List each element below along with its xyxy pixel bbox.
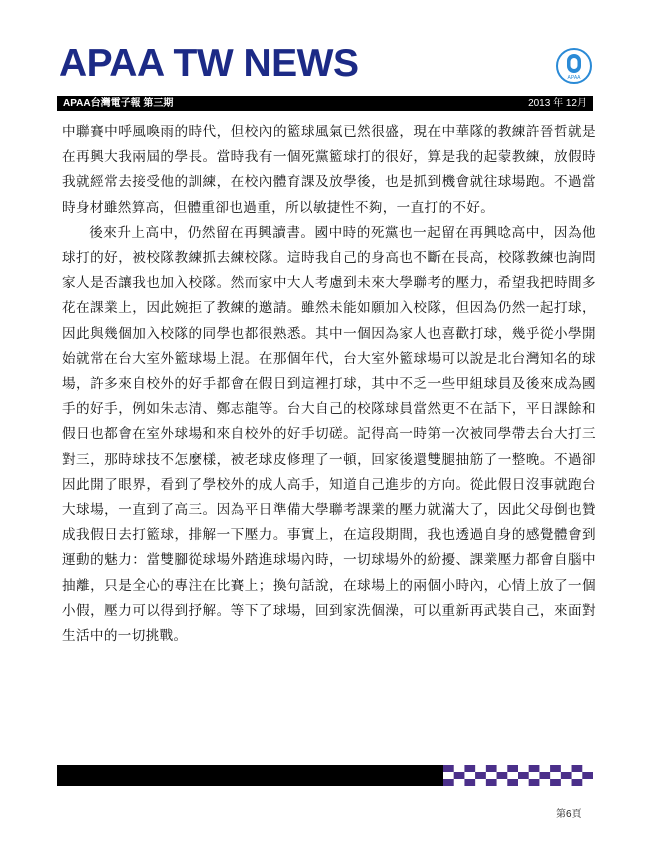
issue-header-bar <box>57 96 593 111</box>
checker-square <box>582 772 593 779</box>
checker-square <box>497 765 508 772</box>
checker-square <box>561 772 572 779</box>
article-body <box>62 120 596 649</box>
checker-square <box>475 779 486 786</box>
checker-square <box>572 765 583 772</box>
checker-square <box>475 772 486 779</box>
checker-square <box>582 779 593 786</box>
checker-square <box>518 779 529 786</box>
checker-pattern <box>443 765 593 786</box>
checker-square <box>539 772 550 779</box>
checker-square <box>572 779 583 786</box>
checker-square <box>443 765 454 772</box>
checker-square <box>572 772 583 779</box>
checker-square <box>582 765 593 772</box>
checker-square <box>497 779 508 786</box>
masthead-title: APAA TW NEWS <box>59 42 359 85</box>
checker-square <box>518 765 529 772</box>
page-number: 第6頁 <box>556 809 582 820</box>
checker-square <box>464 772 475 779</box>
checker-square <box>529 765 540 772</box>
checker-square <box>550 779 561 786</box>
apaa-logo-icon <box>556 48 592 84</box>
logo-text: APAA <box>567 75 581 81</box>
footer-bar <box>57 765 593 786</box>
checker-square <box>464 779 475 786</box>
checker-square <box>454 765 465 772</box>
checker-square <box>539 765 550 772</box>
checker-square <box>529 772 540 779</box>
checker-square <box>550 772 561 779</box>
article-paragraph: 中聯賽中呼風喚雨的時代，但校內的籃球風氣已然很盛，現在中華隊的教練許晉哲就是在再興大我兩屆的學長。當時我有一個死黨籃球打的很好，算是我的起蒙教練，放假時我就經常去接受他的訓練，在校內體育課及放學後，也是抓到機會就往球場跑。不過當時身材雖然算高，但體重卻也過重，所以敏捷性不夠，一直打的不好。 <box>62 124 596 216</box>
checker-square <box>497 772 508 779</box>
checker-square <box>486 765 497 772</box>
checker-square <box>507 772 518 779</box>
issue-date: 2013 年 12月 <box>528 98 587 109</box>
checker-square <box>454 772 465 779</box>
checker-square <box>518 772 529 779</box>
checker-square <box>561 779 572 786</box>
checker-square <box>539 779 550 786</box>
checker-square <box>507 765 518 772</box>
issue-title: APAA台灣電子報 第三期 <box>63 98 174 109</box>
checker-square <box>464 765 475 772</box>
article-paragraph: 後來升上高中，仍然留在再興讀書。國中時的死黨也一起留在再興唸高中，因為他球打的好，被校隊教練抓去練校隊。這時我自己的身高也不斷在長高，校隊教練也詢問家人是否讓我也加入校隊。然而家中大人考慮到未來大學聯考的壓力，希望我把時間多花在課業上，因此婉拒了教練的邀請。雖然未能如願加入校隊，但因為仍然一起打球，因此與幾個加入校隊的同學也都很熟悉。其中一個因為家人也喜歡打球，幾乎從小學開始就常在台大室外籃球場上混。在那個年代，台大室外籃球場可以說是北台灣知名的球場，許多來自校外的好手都會在假日到這裡打球，其中不乏一些甲組球員及後來成為國手的好手，例如朱志清、鄭志龍等。台大自己的校隊球員當然更不在話下，平日課餘和假日也都會在室外球場和來自校外的好手切磋。記得高一時第一次被同學帶去台大打三對三，那時球技不怎麼樣，被老球皮修理了一頓，回家後還雙腿抽筋了一整晚。不過卻因此開了眼界，看到了學校外的成人高手，知道自己進步的方向。從此假日沒事就跑台大球場，一直到了高三。因為平日準備大學聯考課業的壓力就滿大了，因此父母倒也贊成我假日去打籃球，排解一下壓力。事實上，在這段期間，我也透過自身的感覺體會到運動的魅力：當雙腳從球場外踏進球場內時，一切球場外的紛擾、課業壓力都會自腦中抽離，只是全心的專注在比賽上；換句話說，在球場上的兩個小時內，心情上放了一個小假，壓力可以得到抒解。等下了球場，回到家洗個澡，可以重新再武裝自己，來面對生活中的一切挑戰。 <box>62 224 596 645</box>
checker-square <box>486 772 497 779</box>
checker-square <box>550 765 561 772</box>
checker-square <box>486 779 497 786</box>
checker-square <box>475 765 486 772</box>
checker-square <box>454 779 465 786</box>
checker-square <box>507 779 518 786</box>
checker-square <box>443 779 454 786</box>
checker-square <box>443 772 454 779</box>
checker-square <box>561 765 572 772</box>
checker-square <box>529 779 540 786</box>
